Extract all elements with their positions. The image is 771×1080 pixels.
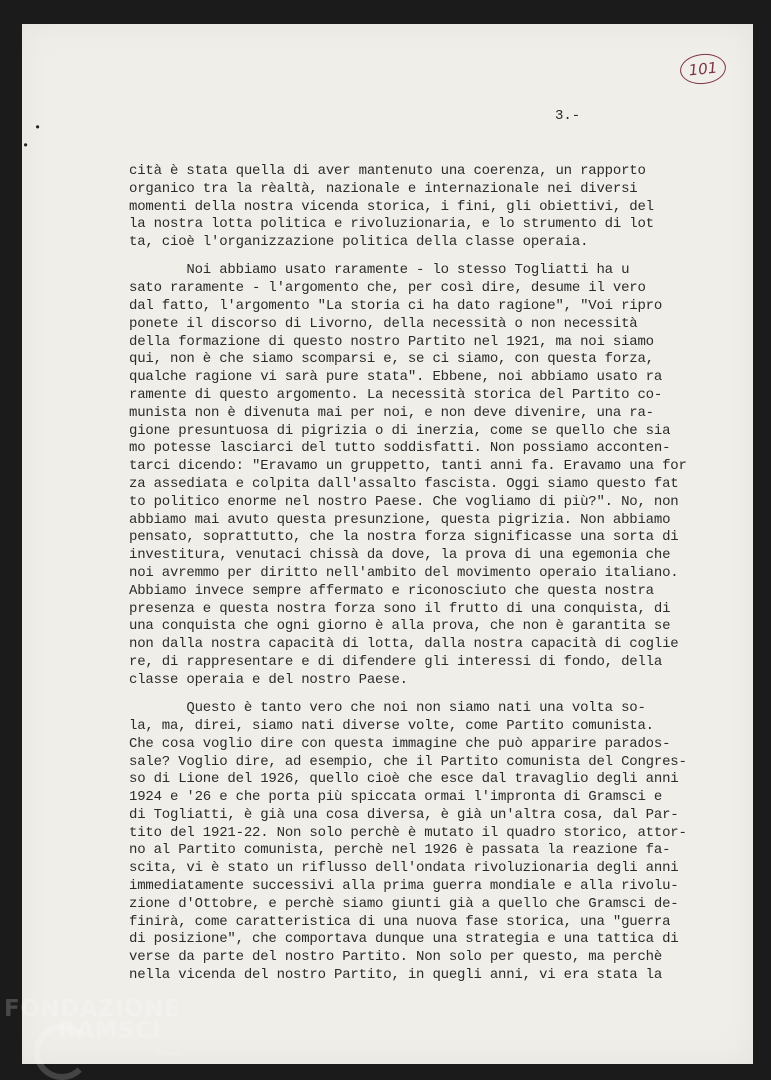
text-line: Abbiamo invece sempre affermato e riconosciuto che questa nostra <box>129 582 654 599</box>
text-line: 1924 e '26 e che porta più spiccata ormai l'impronta di Gramsci e <box>129 789 663 806</box>
text-line: ramente di questo argomento. La necessità storica del Partito co- <box>129 387 663 404</box>
text-line: to politico enorme nel nostro Paese. Che vogliamo di più?". No, non <box>129 493 679 510</box>
text-line: classe operaia e del nostro Paese. <box>129 671 408 688</box>
text-line: investitura, venutaci chissà da dove, la prova di una egemonia che <box>129 547 671 564</box>
text-line: la, ma, direi, siamo nati diverse volte, come Partito comunista. <box>129 717 654 734</box>
text-line: una conquista che ogni giorno è alla prova, che non è garantita se <box>129 618 671 635</box>
text-line: abbiamo mai avuto questa presunzione, questa pigrizia. Non abbiamo <box>129 511 671 528</box>
text-line: dal fatto, l'argomento "La storia ci ha dato ragione", "Voi ripro <box>129 298 663 315</box>
text-line: Noi abbiamo usato raramente - lo stesso Togliatti ha u <box>129 262 630 279</box>
foundation-watermark <box>4 996 181 1058</box>
text-line: pensato, soprattutto, che la nostra forza significasse una sorta di <box>129 529 679 546</box>
text-line: so di Lione del 1926, quello cioè che esce dal travaglio degli anni <box>129 771 679 788</box>
text-line: gione presuntuosa di pigrizia o di inerzia, come se quello che sia <box>129 422 671 439</box>
text-line: qui, non è che siamo scomparsi e, se ci siamo, con questa forza, <box>129 351 654 368</box>
text-line: la nostra lotta politica e rivoluzionaria, e lo strumento di lot <box>129 216 654 233</box>
text-line: cità è stata quella di aver mantenuto una coerenza, un rapporto <box>129 163 646 179</box>
text-line: munista non è divenuta mai per noi, e non deve divenire, una ra- <box>129 404 654 421</box>
watermark-line-1: FONDAZIONE <box>4 996 181 1022</box>
text-line: di Togliatti, è già una cosa diversa, è già un'altra cosa, dal Par- <box>129 806 679 823</box>
paragraph-gap <box>129 252 729 263</box>
text-line: za assediata e colpita dall'assalto fascista. Oggi siamo questo fat <box>129 476 679 493</box>
text-line: scita, vi è stato un riflusso dell'ondata rivoluzionaria degli anni <box>129 860 679 877</box>
text-line: zione d'Ottobre, e perchè siamo giunti già a quello che Gramsci de- <box>129 895 679 912</box>
text-line: qualche ragione vi sarà pure stata". Ebbene, noi abbiamo usato ra <box>129 369 663 386</box>
text-line: sale? Voglio dire, ad esempio, che il Partito comunista del Congres- <box>129 753 687 770</box>
text-line: no al Partito comunista, perchè nel 1926 è passata la reazione fa- <box>129 842 671 859</box>
archive-stamp: 101 <box>679 52 728 87</box>
text-line: mo potesse lasciarci del tutto soddisfatti. Non possiamo acconten- <box>129 440 671 457</box>
text-line: della formazione di questo nostro Partito nel 1921, ma noi siamo <box>129 333 654 350</box>
watermark-suffix: onlus <box>156 1048 181 1058</box>
text-line: presenza e questa nostra forza sono il frutto di una conquista, di <box>129 600 671 617</box>
text-line: tito del 1921-22. Non solo perchè è mutato il quadro storico, attor- <box>129 824 687 841</box>
page-number: 3.- <box>555 108 581 124</box>
text-line: Che cosa voglio dire con questa immagine che può apparire parados- <box>129 735 671 752</box>
text-line: verse da parte del nostro Partito. Non solo per questo, ma perchè <box>129 949 663 966</box>
margin-mark-2: • <box>22 139 30 153</box>
text-line: tarci dicendo: "Eravamo un gruppetto, tanti anni fa. Eravamo una for <box>129 458 687 475</box>
text-line: di posizione", che comportava dunque una strategia e una tattica di <box>129 931 679 948</box>
text-line: ta, cioè l'organizzazione politica della classe operaia. <box>129 234 589 251</box>
text-line: finirà, come caratteristica di una nuova fase storica, una "guerra <box>129 913 671 930</box>
text-line: organico tra la rèaltà, nazionale e internazionale nei diversi <box>129 180 638 197</box>
body-text <box>129 163 729 985</box>
text-line: immediatamente successivi alla prima guerra mondiale e alla rivolu- <box>129 878 679 895</box>
text-line: non dalla nostra capacità di lotta, dalla nostra capacità di coglie <box>129 636 679 653</box>
margin-mark-1: • <box>34 121 42 135</box>
watermark-line-2: RAMSCI <box>58 1018 162 1044</box>
paragraph-gap <box>129 690 729 701</box>
text-line: noi avremmo per diritto nell'ambito del movimento operaio italiano. <box>129 565 679 582</box>
text-line: momenti della nostra vicenda storica, i fini, gli obiettivi, del <box>129 198 654 215</box>
text-line: nella vicenda del nostro Partito, in quegli anni, vi era stata la <box>129 967 663 984</box>
text-line: re, di rappresentare e di difendere gli interessi di fondo, della <box>129 654 663 671</box>
text-line: Questo è tanto vero che noi non siamo nati una volta so- <box>129 700 646 717</box>
text-line: sato raramente - l'argomento che, per così dire, desume il vero <box>129 280 646 297</box>
text-line: ponete il discorso di Livorno, della necessità o non necessità <box>129 315 638 332</box>
